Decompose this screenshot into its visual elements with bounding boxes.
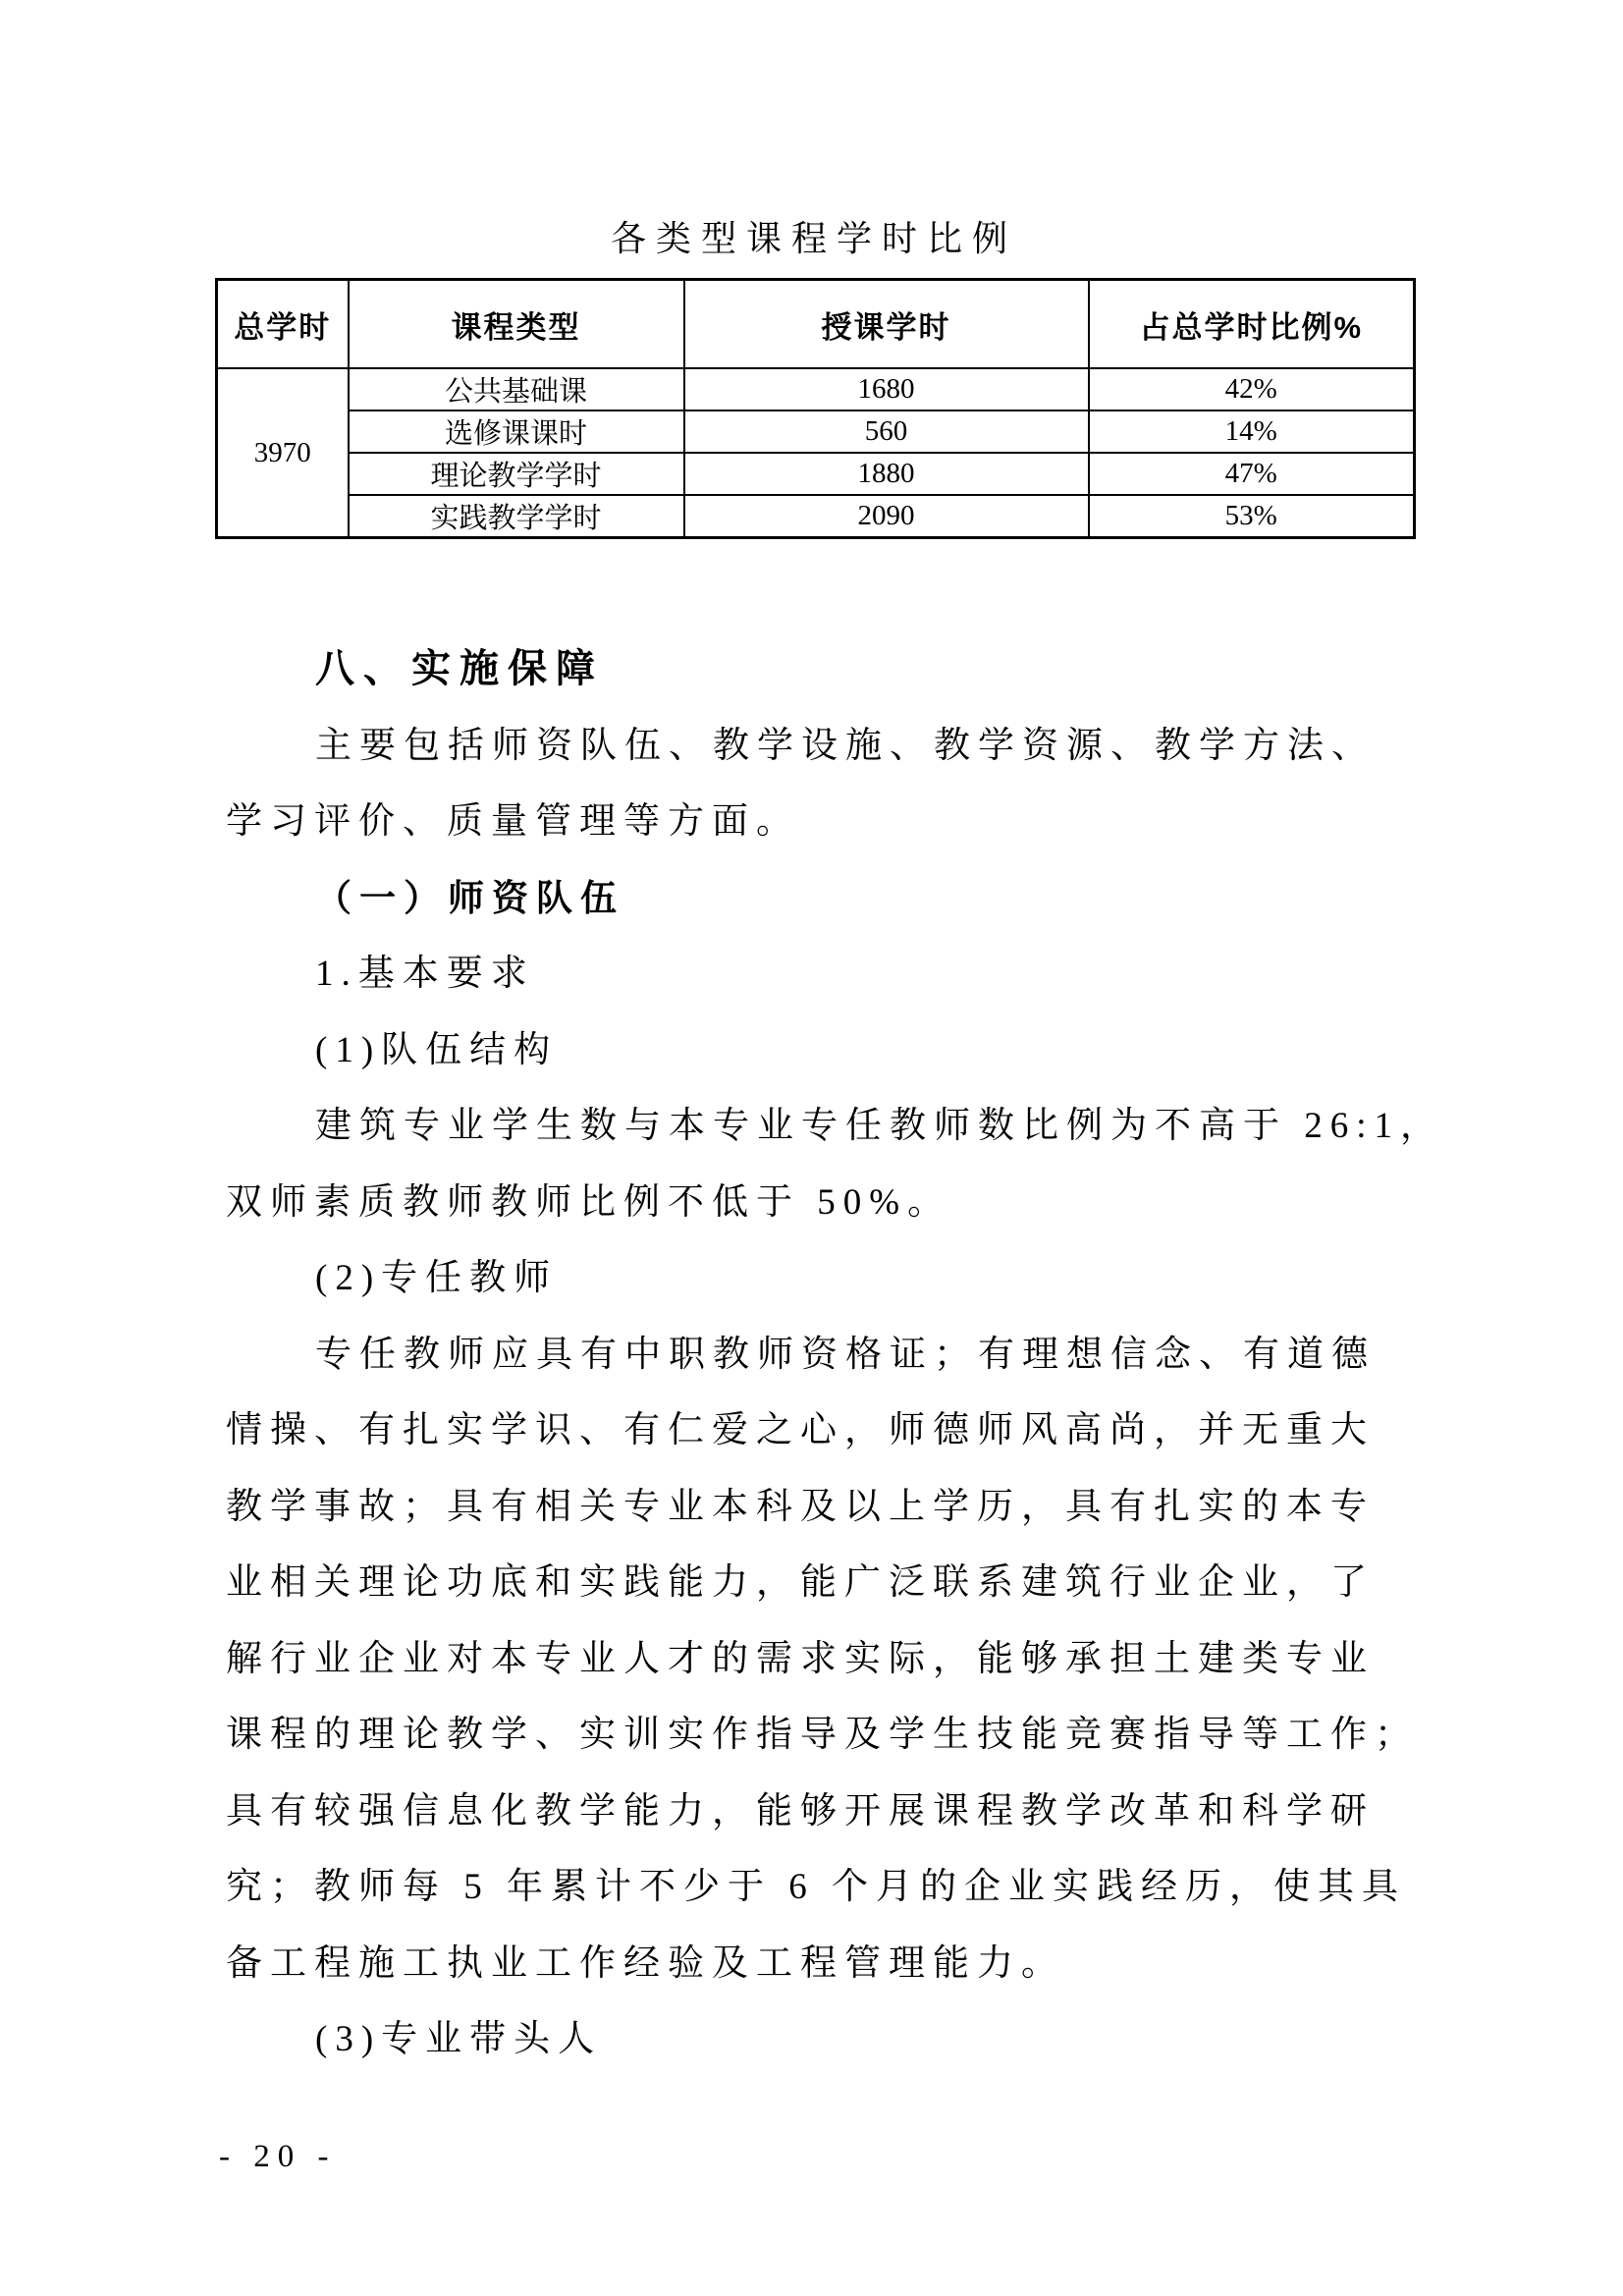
- body-line: 备工程施工执业工作经验及工程管理能力。: [226, 1942, 1065, 1984]
- cell-course-type: 公共基础课: [349, 368, 684, 410]
- cell-course-type: 实践教学学时: [349, 495, 684, 538]
- cell-hours: 2090: [684, 495, 1089, 538]
- body-line: 业相关理论功底和实践能力，能广泛联系建筑行业企业，了: [226, 1562, 1375, 1603]
- subsection-heading: （一）师资队伍: [315, 877, 624, 918]
- course-hours-table: [215, 278, 1416, 539]
- body-line: 学习评价、质量管理等方面。: [226, 801, 800, 842]
- body-line: 建筑专业学生数与本专业专任教师数比例为不高于 26:1，: [315, 1106, 1445, 1146]
- table-row: [217, 453, 1415, 495]
- body-line: 教学事故；具有相关专业本科及以上学历，具有扎实的本专: [226, 1486, 1375, 1527]
- body-line: 具有较强信息化教学能力，能够开展课程教学改革和科学研: [226, 1790, 1375, 1831]
- body-line: 主要包括师资队伍、教学设施、教学资源、教学方法、: [315, 725, 1376, 766]
- table-row: [217, 368, 1415, 410]
- body-line: 究；教师每 5 年累计不少于 6 个月的企业实践经历，使其具: [226, 1867, 1406, 1907]
- cell-course-type: 理论教学学时: [349, 453, 684, 495]
- document-body: [226, 631, 1492, 2078]
- col-header-teach-hours: 授课学时: [684, 280, 1089, 369]
- list-item: (2)专任教师: [315, 1258, 559, 1298]
- col-header-course-type: 课程类型: [349, 280, 684, 369]
- body-line: 课程的理论教学、实训实作指导及学生技能竞赛指导等工作；: [226, 1715, 1419, 1755]
- cell-percent: 53%: [1089, 495, 1415, 538]
- list-item: (1)队伍结构: [315, 1029, 559, 1070]
- cell-percent: 47%: [1089, 453, 1415, 495]
- cell-hours: 1880: [684, 453, 1089, 495]
- list-item: (3)专业带头人: [315, 2019, 603, 2059]
- body-line: 情操、有扎实学识、有仁爱之心，师德师风高尚，并无重大: [226, 1410, 1375, 1450]
- list-item: 1.基本要求: [315, 954, 535, 994]
- cell-hours: 1680: [684, 368, 1089, 410]
- body-line: 双师素质教师教师比例不低于 50%。: [226, 1181, 952, 1223]
- cell-total-hours: 3970: [217, 368, 349, 538]
- section-heading: 八、实施保障: [315, 647, 604, 690]
- table-title: 各类型课程学时比例: [610, 219, 1017, 258]
- body-line: 专任教师应具有中职教师资格证；有理想信念、有道德: [315, 1334, 1376, 1375]
- body-line: 解行业企业对本专业人才的需求实际，能够承担土建类专业: [226, 1638, 1375, 1679]
- table-row: [217, 410, 1415, 453]
- cell-hours: 560: [684, 410, 1089, 453]
- cell-percent: 42%: [1089, 368, 1415, 410]
- col-header-total-hours: 总学时: [217, 280, 349, 369]
- col-header-percent: 占总学时比例%: [1089, 280, 1415, 369]
- cell-percent: 14%: [1089, 410, 1415, 453]
- page-number: - 20 -: [219, 2139, 337, 2174]
- cell-course-type: 选修课课时: [349, 410, 684, 453]
- table-row: [217, 495, 1415, 538]
- table-header-row: [217, 280, 1415, 369]
